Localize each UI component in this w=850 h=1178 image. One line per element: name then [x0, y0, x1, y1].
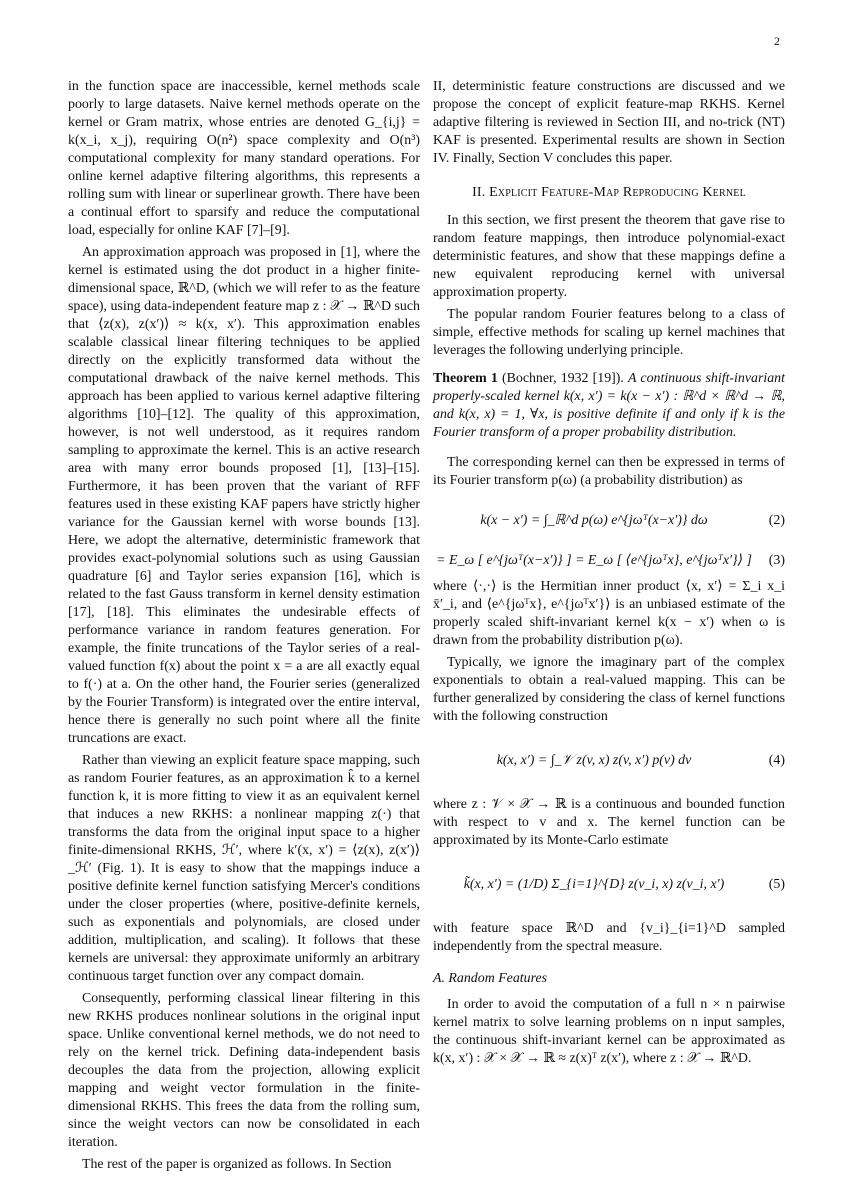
- paragraph-section-intro: In this section, we first present the theorem that gave rise to random feature mappings, then introduce polynomial-exact deterministic features, and show that these mappings define a new equivalent reproducing kernel with universal approximation property.: [433, 213, 785, 300]
- equation-3-expression: = E_ω [ e^{jωᵀ(x−x′)} ] = E_ω [ ⟨e^{jωᵀx}, e^{jωᵀx′}⟩ ]: [436, 553, 752, 568]
- left-column: [68, 78, 420, 1178]
- paragraph-random-features: In order to avoid the computation of a full n × n pairwise kernel matrix to solve learning problems on n input samples, the continuous shift-invariant kernel can be approximated as k(x, x′) : 𝒳 × 𝒳 → ℝ ≈ z(x)ᵀ z(x′), where z : 𝒳 → ℝ^D.: [433, 997, 785, 1066]
- subsection-heading: A. Random Features: [433, 971, 548, 986]
- right-column: [433, 78, 785, 1072]
- paragraph-continuation: in the function space are inaccessible, kernel methods scale poorly to large datasets. Naive kernel methods operate on the kernel or Gram matrix, whose entries are denoted G_{i,j} = k(x_i, x_j), requiring O(n²) space complexity and O(n³) computational complexity for many standard operations. For online kernel adaptive filtering algorithms, this represents a rolling sum with linear or superlinear growth. There have been a continual effort to sparsify and reduce the computational load, especially for online KAF [7]–[9].: [68, 79, 420, 238]
- paragraph-where-z: where z : 𝒱 × 𝒳 → ℝ is a continuous and bounded function with respect to v and x. The kernel function can be approximated by its Monte-Carlo estimate: [433, 797, 785, 848]
- equation-2: [433, 512, 785, 530]
- theorem-citation: (Bochner, 1932 [19]).: [497, 371, 629, 386]
- paragraph-typically: Typically, we ignore the imaginary part of the complex exponentials to obtain a real-valued mapping. This can be further generalized by considering the class of kernel functions with the following construction: [433, 655, 785, 724]
- equation-4: [433, 752, 785, 770]
- equation-5: [433, 876, 785, 894]
- paragraph-organization-continued: II, deterministic feature constructions are discussed and we propose the concept of explicit feature-map RKHS. Kernel adaptive filtering is reviewed in Section III, and no-trick (NT) KAF is presented. Experimental results are shown in Section IV. Finally, Section V concludes this paper.: [433, 79, 785, 166]
- equation-4-expression: k(x, x′) = ∫_𝒱 z(v, x) z(v, x′) p(v) dv: [496, 753, 692, 768]
- theorem-body: A continuous shift-invariant properly-scaled kernel k(x, x′) = k(x − x′) : ℝ^d × ℝ^d → ℝ, and k(x, x) = 1, ∀x, is positive definite if and only if k is the Fourier transform of a proper probability distribution.: [433, 371, 785, 440]
- equation-5-expression: k̃(x, x′) = (1/D) Σ_{i=1}^{D} z(v_i, x) z(v_i, x′): [463, 877, 725, 892]
- paragraph-consequently: Consequently, performing classical linear filtering in this new RKHS produces nonlinear solutions in the original input space. Unlike conventional kernel methods, we do not need to rely on the kernel trick. Defining data-independent basis decouples the data from the projection, allowing explicit mapping and weight vector formulation in the finite-dimensional RKHS. This frees the data from the rolling sum, since the weight vectors can now be consolidated in each iteration.: [68, 991, 420, 1150]
- paragraph-approximation: An approximation approach was proposed in [1], where the kernel is estimated using the dot product in a higher finite-dimensional space, ℝ^D, (which we will refer to as the feature space), using data-independent feature map z : 𝒳 → ℝ^D such that ⟨z(x), z(x′)⟩ ≈ k(x, x′). This approximation enables scalable classical linear filtering techniques to be applied directly on the explicitly transformed data without the computational drawback of the naive kernel methods. This approach has been applied to various kernel adaptive filtering algorithms [10]–[12]. The quality of this approximation, however, is not well understood, as it requires random sampling to approximate the kernel. This is an active research area with many error bounds proposed [1], [13]–[15]. Furthermore, it has been proven that the variant of RFF features used in these existing KAF papers have strictly higher variance for the Gaussian kernel with worse bounds [13]. Here, we adopt the alternative, deterministic framework that provides exact-polynomial solutions such as using Gaussian quadrature [6] and Taylor series expansion [16], which is related to the fast Gauss transform in kernel density estimation [17], [18]. This eliminates the undesirable effects of performance variance in random features generation. For example, the finite truncations of the Taylor series of a real-valued function f(x) about the point x = a are all exactly equal to f(·) at a. On the other hand, the Fourier series (generalized by the Fourier Transform) is integrated over the entire interval, hence there is generally no such point where all the finite truncations are exact.: [68, 245, 420, 746]
- paragraph-rff-principle: The popular random Fourier features belong to a class of simple, effective methods for scaling up kernel machines that leverages the following underlying principle.: [433, 307, 785, 358]
- page-number: 2: [774, 34, 780, 48]
- equation-3: [433, 552, 785, 570]
- paragraph-fourier-transform: The corresponding kernel can then be expressed in terms of its Fourier transform p(ω) (a probability distribution) as: [433, 455, 785, 488]
- equation-3-number: (3): [768, 553, 785, 568]
- section-heading: II. Explicit Feature-Map Reproducing Kernel: [472, 185, 746, 200]
- equation-4-number: (4): [768, 753, 785, 768]
- paragraph-feature-space: with feature space ℝ^D and {v_i}_{i=1}^D sampled independently from the spectral measure.: [433, 921, 785, 954]
- equation-2-expression: k(x − x′) = ∫_ℝ^d p(ω) e^{jωᵀ(x−x′)} dω: [480, 513, 708, 528]
- paragraph-hermitian: where ⟨·,·⟩ is the Hermitian inner product ⟨x, x′⟩ = Σ_i x_i x̄′_i, and ⟨e^{jωᵀx}, e^{jωᵀx′}⟩ is an unbiased estimate of the properly scaled shift-invariant kernel k(x − x′) when ω is drawn from the probability distribution p(ω).: [433, 579, 785, 648]
- paragraph-organization: The rest of the paper is organized as follows. In Section: [82, 1157, 392, 1172]
- equation-5-number: (5): [768, 877, 785, 892]
- theorem-label: Theorem 1: [433, 371, 498, 386]
- equation-2-number: (2): [768, 513, 785, 528]
- paragraph-equivalent-kernel: Rather than viewing an explicit feature space mapping, such as random Fourier features, as an approximation k̂ to a kernel function k, it is more fitting to view it as an equivalent kernel that induces a new RKHS: a nonlinear mapping z(·) that transforms the data from the original input space to a higher finite-dimensional RKHS, ℋ′, where k′(x, x′) = ⟨z(x), z(x′)⟩_ℋ′ (Fig. 1). It is easy to show that the mappings induce a positive definite kernel function satisfying Mercer's conditions under the closer properties (where, positive-definite kernels, such as exponentials and polynomials, are closed under addition, multiplication, and scaling). It follows that these kernels are universal: they approximate uniformly an arbitrary continuous target function over any compact domain.: [68, 753, 420, 984]
- theorem-block: [433, 370, 785, 442]
